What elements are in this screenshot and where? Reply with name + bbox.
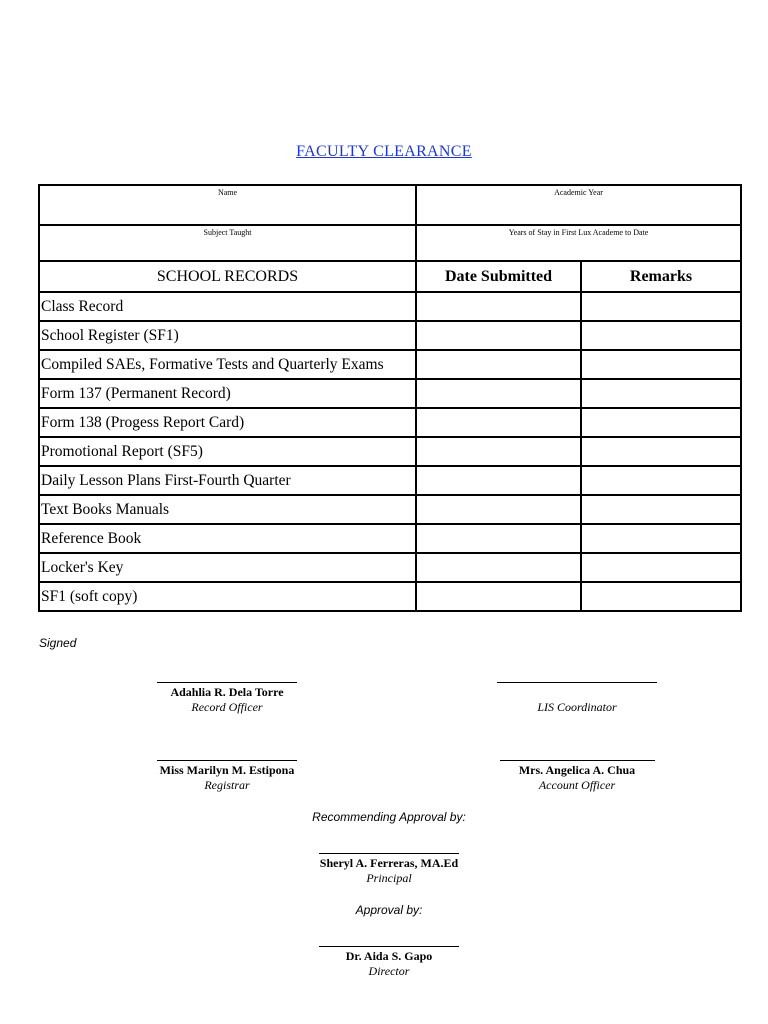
header-remarks: Remarks [581, 261, 741, 292]
record-label: Promotional Report (SF5) [39, 437, 416, 466]
signatory-name: Adahlia R. Dela Torre [170, 685, 284, 699]
date-submitted-cell[interactable] [416, 524, 581, 553]
signature-block-director [289, 946, 489, 979]
table-row [39, 292, 741, 321]
years-of-stay-label: Years of Stay in First Lux Academe to Date [508, 228, 649, 237]
table-row [39, 524, 741, 553]
signature-block-record-officer [127, 682, 327, 715]
signatory-name: Sheryl A. Ferreras, MA.Ed [319, 856, 459, 870]
header-date-submitted: Date Submitted [416, 261, 581, 292]
date-submitted-cell[interactable] [416, 553, 581, 582]
date-submitted-cell[interactable] [416, 350, 581, 379]
subject-taught-label: Subject Taught [203, 228, 252, 237]
record-label: Form 138 (Progess Report Card) [39, 408, 416, 437]
record-label: School Register (SF1) [39, 321, 416, 350]
clearance-table [38, 184, 742, 612]
name-field[interactable] [39, 185, 416, 225]
signatory-name: Dr. Aida S. Gapo [345, 949, 433, 963]
signature-line [319, 853, 459, 854]
date-submitted-cell[interactable] [416, 466, 581, 495]
signature-block-registrar [127, 760, 327, 793]
signature-line [157, 682, 297, 683]
record-label: Class Record [39, 292, 416, 321]
date-submitted-cell[interactable] [416, 437, 581, 466]
table-row [39, 553, 741, 582]
signatory-name: Mrs. Angelica A. Chua [518, 763, 636, 777]
table-row [39, 408, 741, 437]
signatory-role: Director [368, 964, 410, 978]
signatory-role: Record Officer [191, 700, 263, 714]
form-title: FACULTY CLEARANCE [296, 143, 472, 160]
record-label: Daily Lesson Plans First-Fourth Quarter [39, 466, 416, 495]
remarks-cell[interactable] [581, 408, 741, 437]
date-submitted-cell[interactable] [416, 321, 581, 350]
record-label: SF1 (soft copy) [39, 582, 416, 611]
signatory-role: Registrar [204, 778, 250, 792]
table-row [39, 466, 741, 495]
date-submitted-cell[interactable] [416, 292, 581, 321]
remarks-cell[interactable] [581, 495, 741, 524]
remarks-cell[interactable] [581, 582, 741, 611]
subject-taught-field[interactable] [39, 225, 416, 261]
signature-block-principal [289, 853, 489, 886]
signature-line [157, 760, 297, 761]
header-school-records: SCHOOL RECORDS [39, 261, 416, 292]
remarks-cell[interactable] [581, 321, 741, 350]
date-submitted-cell[interactable] [416, 379, 581, 408]
name-label: Name [217, 188, 238, 197]
table-row [39, 495, 741, 524]
record-label: Locker's Key [39, 553, 416, 582]
remarks-cell[interactable] [581, 553, 741, 582]
remarks-cell[interactable] [581, 350, 741, 379]
table-row [39, 321, 741, 350]
signatory-role: Principal [366, 871, 412, 885]
signature-line [500, 760, 655, 761]
signed-label: Signed [39, 636, 77, 650]
record-label: Reference Book [39, 524, 416, 553]
remarks-cell[interactable] [581, 292, 741, 321]
record-label: Text Books Manuals [39, 495, 416, 524]
remarks-cell[interactable] [581, 437, 741, 466]
table-row [39, 379, 741, 408]
remarks-cell[interactable] [581, 466, 741, 495]
signature-block-lis-coordinator [477, 682, 677, 715]
table-row [39, 350, 741, 379]
remarks-cell[interactable] [581, 524, 741, 553]
recommending-approval-label: Recommending Approval by: [312, 810, 466, 824]
academic-year-label: Academic Year [554, 188, 603, 197]
remarks-cell[interactable] [581, 379, 741, 408]
years-of-stay-field[interactable] [416, 225, 741, 261]
date-submitted-cell[interactable] [416, 495, 581, 524]
signatory-name: Miss Marilyn M. Estipona [159, 763, 295, 777]
signatory-role: Account Officer [538, 778, 616, 792]
record-label: Compiled SAEs, Formative Tests and Quarterly Exams [39, 350, 416, 379]
approval-label: Approval by: [355, 903, 423, 917]
signature-block-account-officer [477, 760, 677, 793]
table-row [39, 582, 741, 611]
table-row [39, 437, 741, 466]
date-submitted-cell[interactable] [416, 582, 581, 611]
signatory-role: LIS Coordinator [537, 700, 617, 714]
signature-line [319, 946, 459, 947]
academic-year-field[interactable] [416, 185, 741, 225]
record-label: Form 137 (Permanent Record) [39, 379, 416, 408]
signature-line [497, 682, 657, 683]
date-submitted-cell[interactable] [416, 408, 581, 437]
signatory-name [477, 685, 677, 699]
